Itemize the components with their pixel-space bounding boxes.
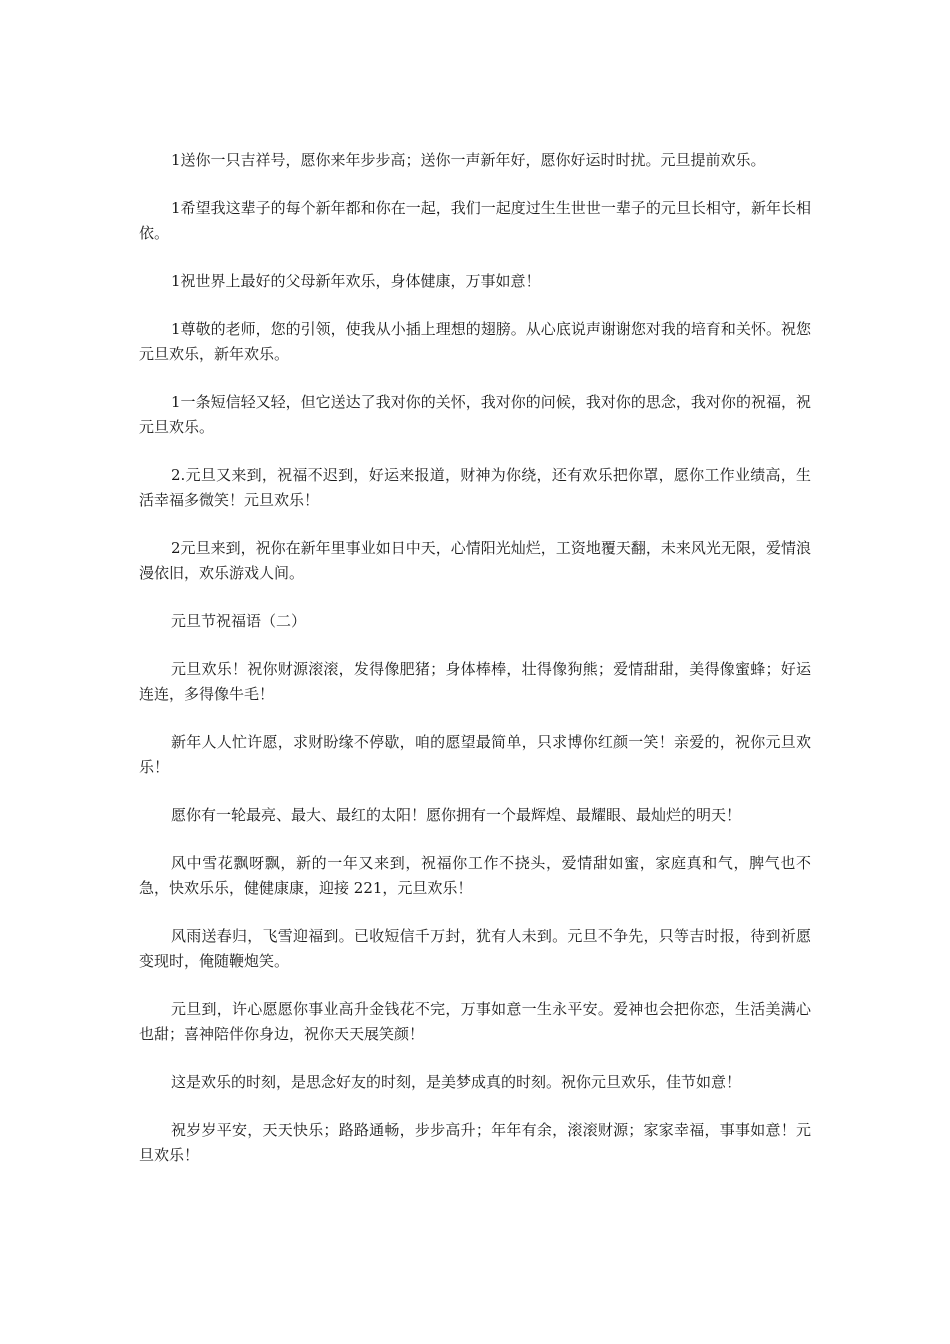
paragraph-9: 元旦欢乐！祝你财源滚滚，发得像肥猪；身体棒棒，壮得像狗熊；爱情甜甜，美得像蜜蜂；好运连连，多得像牛毛！ [139,660,811,703]
paragraph-10: 新年人人忙许愿，求财盼缘不停歇，咱的愿望最简单，只求博你红颜一笑！亲爱的，祝你元旦欢乐！ [139,733,811,776]
paragraph-2: 1希望我这辈子的每个新年都和你在一起，我们一起度过生生世世一辈子的元旦长相守，新年长相依。 [139,199,811,242]
document-body [139,148,811,1191]
section-heading: 元旦节祝福语（二） [171,612,307,630]
paragraph-3: 1祝世界上最好的父母新年欢乐，身体健康，万事如意！ [171,272,541,290]
paragraph-13: 风雨送春归，飞雪迎福到。已收短信千万封，犹有人未到。元旦不争先，只等吉时报，待到祈愿变现时，俺随鞭炮笑。 [139,927,811,970]
paragraph-5: 1一条短信轻又轻，但它送达了我对你的关怀，我对你的问候，我对你的思念，我对你的祝福，祝元旦欢乐。 [139,393,811,436]
paragraph-11: 愿你有一轮最亮、最大、最红的太阳！愿你拥有一个最辉煌、最耀眼、最灿烂的明天！ [171,806,742,824]
paragraph-1: 1送你一只吉祥号，愿你来年步步高；送你一声新年好，愿你好运时时扰。元旦提前欢乐。 [171,151,766,169]
paragraph-16: 祝岁岁平安，天天快乐；路路通畅，步步高升；年年有余，滚滚财源；家家幸福，事事如意！元旦欢乐！ [139,1121,811,1164]
paragraph-14: 元旦到，许心愿愿你事业高升金钱花不完，万事如意一生永平安。爱神也会把你恋，生活美满心也甜；喜神陪伴你身边，祝你天天展笑颜！ [139,1000,811,1043]
paragraph-15: 这是欢乐的时刻，是思念好友的时刻，是美梦成真的时刻。祝你元旦欢乐，佳节如意！ [171,1073,742,1091]
paragraph-4: 1尊敬的老师，您的引领，使我从小插上理想的翅膀。从心底说声谢谢您对我的培育和关怀。祝您元旦欢乐，新年欢乐。 [139,320,811,363]
paragraph-6: 2.元旦又来到，祝福不迟到，好运来报道，财神为你绕，还有欢乐把你罩，愿你工作业绩高，生活幸福多微笑！元旦欢乐！ [139,466,811,509]
paragraph-12: 风中雪花飘呀飘，新的一年又来到，祝福你工作不挠头，爱情甜如蜜，家庭真和气，脾气也不急，快欢乐乐，健健康康，迎接 221，元旦欢乐！ [139,854,811,897]
paragraph-7: 2元旦来到，祝你在新年里事业如日中天，心情阳光灿烂，工资地覆天翻，未来风光无限，爱情浪漫依旧，欢乐游戏人间。 [139,539,811,582]
